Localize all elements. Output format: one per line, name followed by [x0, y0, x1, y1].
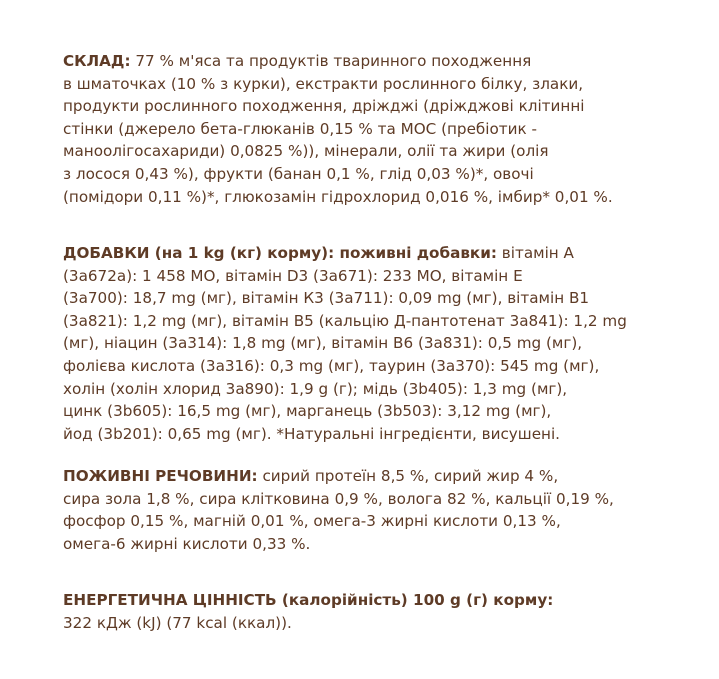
- composition-line-1: [63, 50, 713, 73]
- nutrients-text: сирий протеїн 8,5 %, сирий жир 4 %,: [257, 467, 559, 485]
- energy-line-1: 322 кДж (kJ) (77 kcal (ккал)).: [63, 613, 292, 632]
- nutrients-line-3: фосфор 0,15 %, магній 0,01 %, омега-3 жирні кислоти 0,13 %,: [63, 512, 561, 531]
- composition-line-7: (помідори 0,11 %)*, глюкозамін гідрохлорид 0,016 %, імбир* 0,01 %.: [63, 187, 613, 206]
- additives-heading: ДОБАВКИ (на 1 kg (кг) корму):: [63, 244, 335, 262]
- composition-heading: СКЛАД:: [63, 52, 131, 70]
- composition-line-6: з лосося 0,43 %), фрукти (банан 0,1 %, глід 0,03 %)*, овочі: [63, 164, 534, 183]
- composition-line-2: в шматочках (10 % з курки), екстракти рослинного білку, злаки,: [63, 74, 584, 93]
- composition-line-5: маноолігосахариди) 0,0825 %)), мінерали, олії та жири (олія: [63, 142, 549, 161]
- additives-line-2: (3а672а): 1 458 МО, вітамін D3 (3а671): 233 МО, вітамін Е: [63, 266, 523, 285]
- energy-heading: ЕНЕРГЕТИЧНА ЦІННІСТЬ (калорійність) 100 g (г) корму:: [63, 591, 554, 609]
- nutrients-section: [63, 465, 713, 555]
- nutrients-heading: ПОЖИВНІ РЕЧОВИНИ:: [63, 467, 258, 485]
- additives-section: [63, 242, 713, 445]
- additives-line-7: холін (холін хлорид 3а890): 1,9 g (г); мідь (3b405): 1,3 mg (мг),: [63, 379, 568, 398]
- composition-line-3: продукти рослинного походження, дріжджі (дріжджові клітинні: [63, 97, 585, 116]
- energy-section: [63, 589, 713, 634]
- nutrients-line-1: [63, 465, 713, 488]
- composition-line-4: стінки (джерело бета-глюканів 0,15 % та МОС (пребіотик -: [63, 119, 537, 138]
- composition-section: [63, 50, 713, 208]
- additives-line-5: (мг), ніацин (3а314): 1,8 mg (мг), вітамін В6 (3а831): 0,5 mg (мг),: [63, 334, 583, 353]
- additives-line-9: йод (3b201): 0,65 mg (мг). *Натуральні інгредієнти, висушені.: [63, 424, 561, 443]
- nutrients-line-2: сира зола 1,8 %, сира клітковина 0,9 %, волога 82 %, кальції 0,19 %,: [63, 489, 614, 508]
- nutrients-line-4: омега-6 жирні кислоти 0,33 %.: [63, 534, 311, 553]
- additives-text: вітамін А: [496, 244, 574, 262]
- additives-line-1: [63, 242, 713, 265]
- additives-line-4: (3а821): 1,2 mg (мг), вітамін В5 (кальцію Д-пантотенат 3а841): 1,2 mg: [63, 311, 627, 330]
- additives-subheading: поживні добавки:: [334, 244, 497, 262]
- additives-line-3: (3а700): 18,7 mg (мг), вітамін К3 (3а711): 0,09 mg (мг), вітамін В1: [63, 289, 590, 308]
- additives-line-8: цинк (3b605): 16,5 mg (мг), марганець (3b503): 3,12 mg (мг),: [63, 402, 552, 421]
- composition-text: 77 % м'яса та продуктів тваринного походження: [130, 52, 532, 70]
- additives-line-6: фолієва кислота (3а316): 0,3 mg (мг), таурин (3а370): 545 mg (мг),: [63, 356, 600, 375]
